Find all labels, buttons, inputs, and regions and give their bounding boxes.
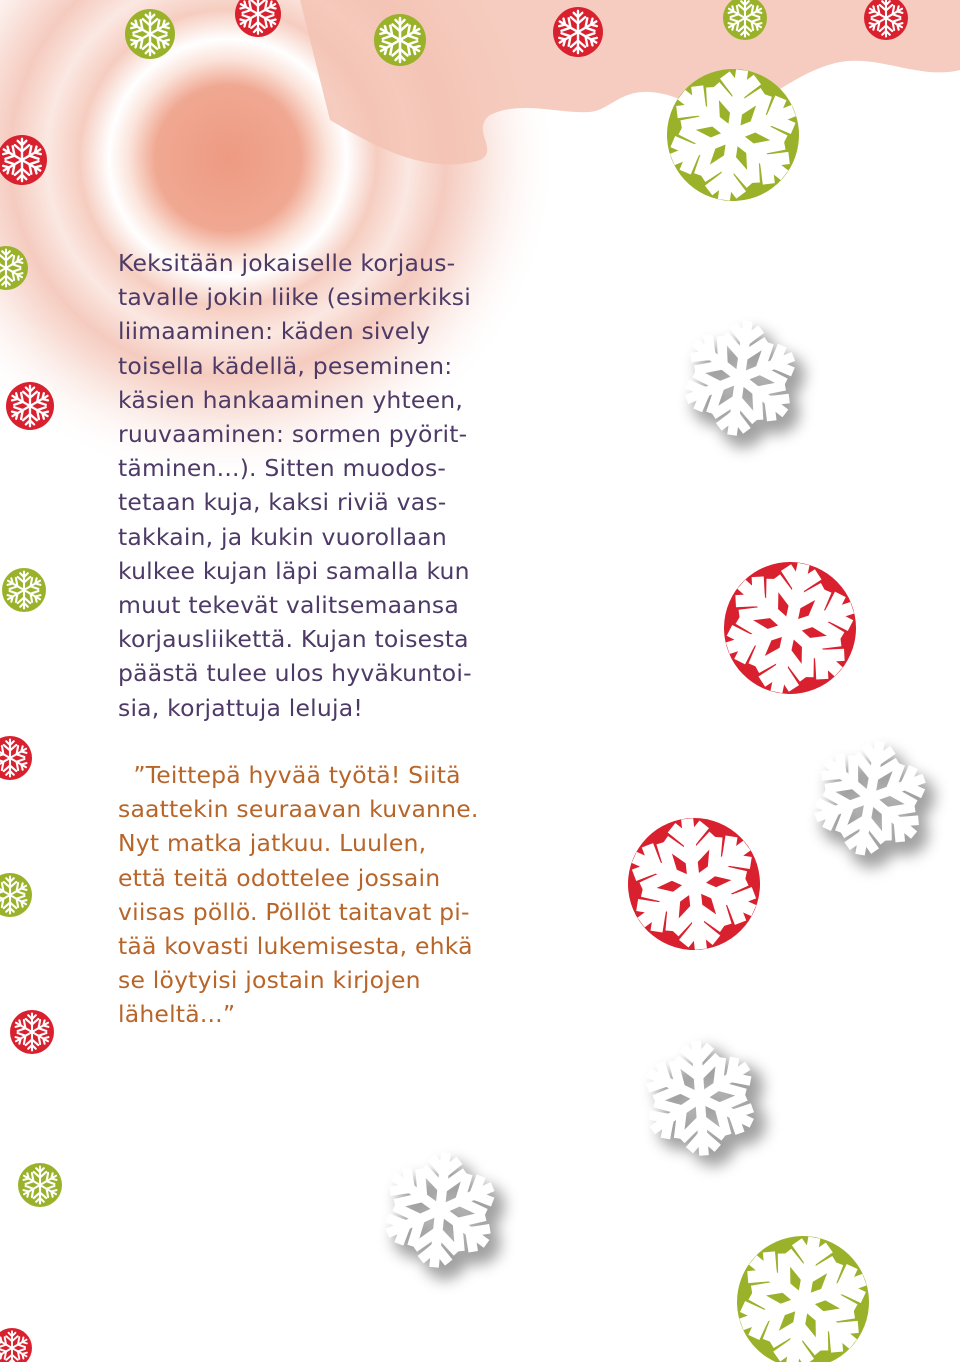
text-line: ruuvaaminen: sormen pyörit- xyxy=(118,420,468,449)
story-paragraph-quote xyxy=(118,758,508,1032)
text-line: täminen...). Sitten muodos- xyxy=(118,454,447,483)
text-line: tää kovasti lukemisesta, ehkä xyxy=(118,932,473,961)
snowflake-icon-group-large xyxy=(621,60,879,1362)
text-line: Nyt matka jatkuu. Luulen, xyxy=(118,829,427,858)
text-line: käsien hankaaminen yhteen, xyxy=(118,385,464,414)
text-line: tetaan kuja, kaksi riviä vas- xyxy=(118,488,447,517)
text-line: päästä tulee ulos hyväkuntoi- xyxy=(118,659,472,688)
text-line: Keksitään jokaiselle korjaus- xyxy=(118,249,456,277)
story-paragraph-instructions xyxy=(118,246,508,725)
text-line: liimaaminen: käden sively xyxy=(118,317,431,346)
text-line: saattekin seuraavan kuvanne. xyxy=(118,795,479,824)
text-line: korjausliikettä. Kujan toisesta xyxy=(118,625,469,654)
text-line: kulkee kujan läpi samalla kun xyxy=(118,556,470,585)
text-line: toisella kädellä, peseminen: xyxy=(118,351,453,380)
text-line: että teitä odottelee jossain xyxy=(118,863,441,892)
text-line: viisas pöllö. Pöllöt taitavat pi- xyxy=(118,897,470,926)
text-line: sia, korjattuja leluja! xyxy=(118,693,363,722)
text-line: muut tekevät valitsemaansa xyxy=(118,591,459,620)
text-line: ”Teittepä hyvää työtä! Siitä xyxy=(118,761,461,789)
text-line: takkain, ja kukin vuorollaan xyxy=(118,522,447,551)
text-line: tavalle jokin liike (esimerkiksi xyxy=(118,283,471,312)
text-line: läheltä...” xyxy=(118,1000,236,1029)
text-line: se löytyisi jostain kirjojen xyxy=(118,966,421,995)
